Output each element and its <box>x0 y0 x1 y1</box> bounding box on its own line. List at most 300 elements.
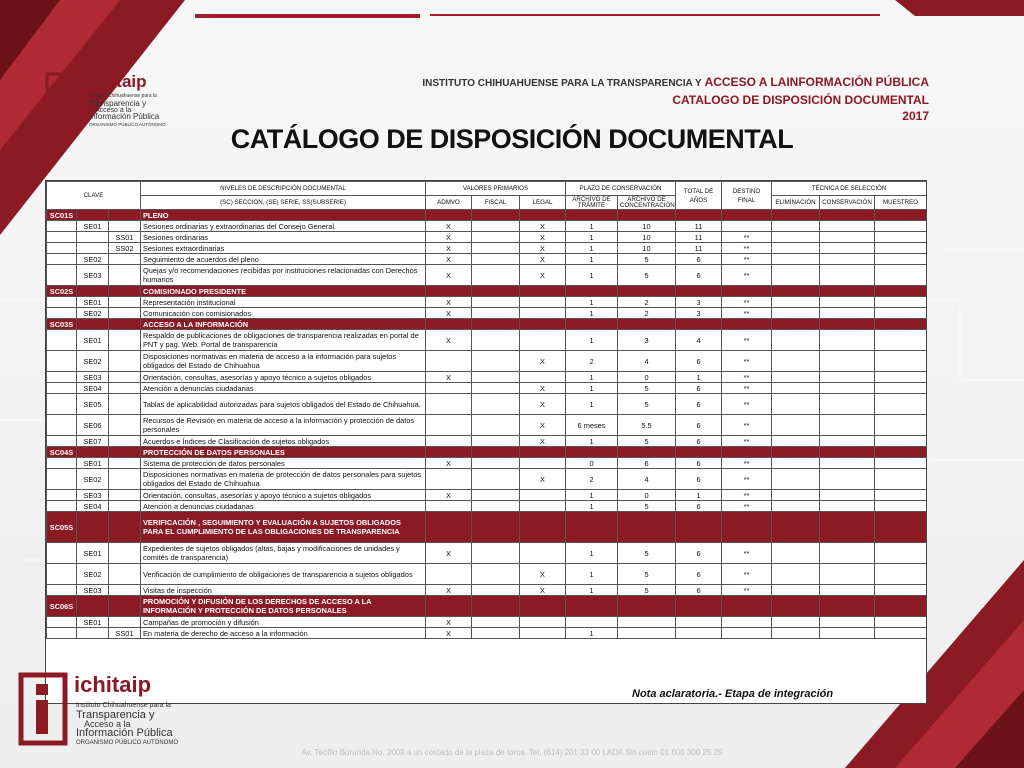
cell-cs <box>820 383 875 394</box>
cell-c2: SE02 <box>77 564 109 585</box>
cell-c1 <box>47 458 77 469</box>
cell-f <box>472 564 520 585</box>
cell-cs <box>820 319 875 330</box>
cell-to: 11 <box>676 243 722 254</box>
cell-a: X <box>426 308 472 319</box>
cell-tr: 0 <box>566 458 618 469</box>
table-row <box>47 254 927 265</box>
cell-l: X <box>520 564 566 585</box>
cell-tr: 1 <box>566 297 618 308</box>
table-row <box>47 330 927 351</box>
cell-to: 6 <box>676 265 722 286</box>
cell-cs <box>820 243 875 254</box>
cell-c2: SE03 <box>77 490 109 501</box>
cell-c2: SE02 <box>77 308 109 319</box>
cell-co <box>618 596 676 617</box>
cell-cs <box>820 232 875 243</box>
cell-a: X <box>426 221 472 232</box>
cell-c1 <box>47 543 77 564</box>
cell-d: Disposiciones normativas en materia de acceso a la información para sujetos obligados del Estado de Chihuahua <box>141 351 426 372</box>
cell-a: X <box>426 543 472 564</box>
cell-c3 <box>109 501 141 512</box>
cell-d: Sistema de protección de datos personales <box>141 458 426 469</box>
cell-c3: SS01 <box>109 232 141 243</box>
cell-tr <box>566 286 618 297</box>
cell-cs <box>820 469 875 490</box>
section-row <box>47 596 927 617</box>
cell-c2: SE02 <box>77 469 109 490</box>
top-accent-line <box>195 14 420 18</box>
cell-e <box>772 265 820 286</box>
cell-d: Acuerdos e Índices de Clasificación de sujetos obligados <box>141 436 426 447</box>
cell-df: ** <box>722 501 772 512</box>
cell-df: ** <box>722 372 772 383</box>
cell-f <box>472 254 520 265</box>
cell-co: 5 <box>618 585 676 596</box>
cell-cs <box>820 415 875 436</box>
cell-a <box>426 447 472 458</box>
cell-df: ** <box>722 383 772 394</box>
cell-co <box>618 512 676 543</box>
cell-d: PLENO <box>141 210 426 221</box>
table-row <box>47 351 927 372</box>
cell-e <box>772 221 820 232</box>
logo-top <box>45 72 175 132</box>
cell-m <box>875 436 927 447</box>
cell-to <box>676 596 722 617</box>
cell-c1 <box>47 383 77 394</box>
cell-m <box>875 308 927 319</box>
cell-a <box>426 210 472 221</box>
cell-c2: SE03 <box>77 265 109 286</box>
logo-line-1: Instituto Chihuahuense para la <box>76 702 171 709</box>
cell-co: 6 <box>618 458 676 469</box>
cell-m <box>875 596 927 617</box>
top-accent-line-thin <box>430 14 880 16</box>
cell-f <box>472 447 520 458</box>
cell-d: COMISIONADO PRESIDENTE <box>141 286 426 297</box>
cell-to: 6 <box>676 585 722 596</box>
cell-co <box>618 286 676 297</box>
cell-l <box>520 543 566 564</box>
cell-to: 11 <box>676 221 722 232</box>
cell-a <box>426 351 472 372</box>
cell-d: Orientación, consultas, asesorías y apoyo técnico a sujetos obligados <box>141 372 426 383</box>
cell-l: X <box>520 436 566 447</box>
cell-tr: 1 <box>566 564 618 585</box>
cell-d: Sesiones ordinarias y extraordinarias del Consejo General. <box>141 221 426 232</box>
cell-c1 <box>47 501 77 512</box>
cell-tr: 2 <box>566 469 618 490</box>
cell-co: 5.5 <box>618 415 676 436</box>
cell-d: Expedientes de sujetos obligados (altas, bajas y modificaciones de unidades y comités de transparencia) <box>141 543 426 564</box>
cell-a <box>426 415 472 436</box>
cell-co: 5 <box>618 436 676 447</box>
cell-e <box>772 286 820 297</box>
cell-df: ** <box>722 351 772 372</box>
cell-e <box>772 512 820 543</box>
table-row <box>47 232 927 243</box>
cell-l: X <box>520 232 566 243</box>
cell-f <box>472 383 520 394</box>
table-row <box>47 585 927 596</box>
cell-to: 1 <box>676 372 722 383</box>
cell-d: Atención a denuncias ciudadanas <box>141 501 426 512</box>
cell-c3 <box>109 394 141 415</box>
cell-l <box>520 319 566 330</box>
cell-f <box>472 265 520 286</box>
cell-df: ** <box>722 585 772 596</box>
cell-l <box>520 286 566 297</box>
cell-d: Visitas de inspección <box>141 585 426 596</box>
cell-c1: SC06S <box>47 596 77 617</box>
cell-l <box>520 210 566 221</box>
cell-c1 <box>47 232 77 243</box>
cell-df: ** <box>722 394 772 415</box>
cell-a <box>426 469 472 490</box>
section-row <box>47 512 927 543</box>
cell-c1: SC01S <box>47 210 77 221</box>
cell-e <box>772 254 820 265</box>
cell-df: ** <box>722 330 772 351</box>
logo-line-1: Instituto Chihuahuense para la <box>89 93 157 99</box>
cell-e <box>772 319 820 330</box>
cell-c1 <box>47 490 77 501</box>
cell-l: X <box>520 383 566 394</box>
cell-l: X <box>520 415 566 436</box>
cell-tr: 1 <box>566 394 618 415</box>
cell-a <box>426 394 472 415</box>
cell-c2: SE06 <box>77 415 109 436</box>
cell-to: 6 <box>676 436 722 447</box>
cell-c3 <box>109 490 141 501</box>
cell-c1 <box>47 372 77 383</box>
cell-a <box>426 319 472 330</box>
cell-l <box>520 596 566 617</box>
cell-a: X <box>426 617 472 628</box>
cell-tr: 1 <box>566 308 618 319</box>
cell-a <box>426 596 472 617</box>
cell-c2: SE05 <box>77 394 109 415</box>
logo-line-4: Información Pública <box>89 112 160 121</box>
cell-cs <box>820 447 875 458</box>
cell-to: 1 <box>676 490 722 501</box>
cell-c3 <box>109 447 141 458</box>
header-eliminacion: ELIMINACIÓN <box>772 196 820 210</box>
cell-c1: SC05S <box>47 512 77 543</box>
header-legal: LEGAL <box>520 196 566 210</box>
cell-l <box>520 628 566 639</box>
cell-cs <box>820 617 875 628</box>
cell-a: X <box>426 585 472 596</box>
cell-df <box>722 447 772 458</box>
cell-cs <box>820 458 875 469</box>
cell-d: ACCESO A LA INFORMACIÓN <box>141 319 426 330</box>
cell-a: X <box>426 232 472 243</box>
cell-l: X <box>520 585 566 596</box>
cell-df <box>722 319 772 330</box>
cell-l <box>520 501 566 512</box>
cell-cs <box>820 254 875 265</box>
cell-co: 2 <box>618 308 676 319</box>
cell-tr: 1 <box>566 243 618 254</box>
cell-c1 <box>47 243 77 254</box>
section-row <box>47 447 927 458</box>
cell-df <box>722 628 772 639</box>
cell-l: X <box>520 243 566 254</box>
cell-m <box>875 617 927 628</box>
header-admvo: ADMVO <box>426 196 472 210</box>
cell-e <box>772 415 820 436</box>
cell-c1 <box>47 469 77 490</box>
cell-c3 <box>109 221 141 232</box>
cell-a: X <box>426 254 472 265</box>
cell-m <box>875 490 927 501</box>
cell-c2: SE01 <box>77 458 109 469</box>
cell-c3 <box>109 512 141 543</box>
cell-a: X <box>426 265 472 286</box>
logo-line-3: Acceso a la <box>95 107 132 114</box>
cell-c1 <box>47 254 77 265</box>
cell-a <box>426 383 472 394</box>
cell-m <box>875 447 927 458</box>
cell-co: 5 <box>618 394 676 415</box>
cell-cs <box>820 564 875 585</box>
cell-m <box>875 286 927 297</box>
cell-e <box>772 330 820 351</box>
cell-e <box>772 469 820 490</box>
cell-co: 2 <box>618 297 676 308</box>
cell-f <box>472 286 520 297</box>
cell-c2: SE01 <box>77 330 109 351</box>
table-row <box>47 265 927 286</box>
cell-d: En materia de derecho de acceso a la información <box>141 628 426 639</box>
cell-m <box>875 372 927 383</box>
cell-d: Seguimiento de acuerdos del pleno <box>141 254 426 265</box>
cell-d: Campañas de promoción y difusión <box>141 617 426 628</box>
cell-e <box>772 297 820 308</box>
cell-f <box>472 297 520 308</box>
cell-e <box>772 543 820 564</box>
cell-l <box>520 297 566 308</box>
cell-m <box>875 469 927 490</box>
cell-e <box>772 308 820 319</box>
cell-l: X <box>520 221 566 232</box>
cell-e <box>772 394 820 415</box>
cell-e <box>772 585 820 596</box>
cell-cs <box>820 596 875 617</box>
cell-l <box>520 512 566 543</box>
cell-e <box>772 436 820 447</box>
cell-c3 <box>109 564 141 585</box>
table-row <box>47 543 927 564</box>
cell-e <box>772 232 820 243</box>
cell-tr: 1 <box>566 221 618 232</box>
cell-tr <box>566 596 618 617</box>
cell-a <box>426 564 472 585</box>
cell-to: 4 <box>676 330 722 351</box>
cell-f <box>472 372 520 383</box>
cell-cs <box>820 628 875 639</box>
cell-to <box>676 512 722 543</box>
cell-c1 <box>47 617 77 628</box>
cell-cs <box>820 297 875 308</box>
cell-f <box>472 596 520 617</box>
header-niveles: NIVELES DE DESCRIPCIÓN DOCUMENTAL <box>141 182 426 196</box>
table-row <box>47 221 927 232</box>
cell-m <box>875 543 927 564</box>
cell-e <box>772 564 820 585</box>
cell-tr <box>566 512 618 543</box>
cell-m <box>875 458 927 469</box>
header-fiscal: FISCAL <box>472 196 520 210</box>
cell-m <box>875 221 927 232</box>
cell-c2: SE02 <box>77 254 109 265</box>
cell-co <box>618 617 676 628</box>
cell-a <box>426 436 472 447</box>
cell-c3 <box>109 543 141 564</box>
cell-d: Sesiones extraordinarias <box>141 243 426 254</box>
cell-a: X <box>426 297 472 308</box>
logo-mark-icon <box>45 72 85 128</box>
cell-tr: 6 meses <box>566 415 618 436</box>
logo-name: ichitaip <box>74 672 152 697</box>
table-row <box>47 415 927 436</box>
cell-e <box>772 383 820 394</box>
catalog-table <box>46 181 927 639</box>
cell-df: ** <box>722 458 772 469</box>
cell-df: ** <box>722 469 772 490</box>
cell-f <box>472 490 520 501</box>
cell-e <box>772 458 820 469</box>
table-row <box>47 490 927 501</box>
cell-e <box>772 617 820 628</box>
cell-c3 <box>109 351 141 372</box>
table-row <box>47 469 927 490</box>
cell-c3 <box>109 308 141 319</box>
cell-d: Sesiones ordinarias <box>141 232 426 243</box>
cell-cs <box>820 501 875 512</box>
cell-c1 <box>47 265 77 286</box>
institution-header <box>422 74 929 124</box>
cell-c1 <box>47 297 77 308</box>
cell-c2: SE03 <box>77 585 109 596</box>
cell-c1 <box>47 585 77 596</box>
cell-m <box>875 319 927 330</box>
cell-e <box>772 447 820 458</box>
cell-c2 <box>77 243 109 254</box>
cell-to: 3 <box>676 297 722 308</box>
cell-e <box>772 628 820 639</box>
cell-to: 6 <box>676 543 722 564</box>
cell-c1 <box>47 221 77 232</box>
cell-co: 10 <box>618 221 676 232</box>
cell-f <box>472 210 520 221</box>
header-total: TOTAL DE AÑOS <box>676 182 722 210</box>
cell-c3 <box>109 372 141 383</box>
cell-tr: 1 <box>566 372 618 383</box>
cell-f <box>472 628 520 639</box>
cell-m <box>875 394 927 415</box>
cell-l: X <box>520 394 566 415</box>
logo-line-5: ORGANISMO PÚBLICO AUTÓNOMO <box>89 122 166 127</box>
cell-df: ** <box>722 308 772 319</box>
cell-tr: 1 <box>566 232 618 243</box>
cell-tr: 1 <box>566 628 618 639</box>
cell-cs <box>820 372 875 383</box>
cell-cs <box>820 221 875 232</box>
cell-l <box>520 458 566 469</box>
cell-c2: SE04 <box>77 501 109 512</box>
table-row <box>47 564 927 585</box>
cell-d: Quejas y/o recomendaciones recibidas por instituciones relacionadas con Derechos humanos <box>141 265 426 286</box>
cell-e <box>772 501 820 512</box>
cell-cs <box>820 512 875 543</box>
cell-c3: SS01 <box>109 628 141 639</box>
cell-e <box>772 210 820 221</box>
cell-e <box>772 490 820 501</box>
cell-tr <box>566 617 618 628</box>
cell-co: 10 <box>618 243 676 254</box>
cell-c2 <box>77 512 109 543</box>
cell-co: 10 <box>618 232 676 243</box>
cell-tr: 1 <box>566 543 618 564</box>
cell-df <box>722 512 772 543</box>
header-line-2: CATALOGO DE DISPOSICIÓN DOCUMENTAL <box>672 93 929 107</box>
logo-line-2: Transparencia y <box>76 709 155 721</box>
cell-m <box>875 232 927 243</box>
cell-to: 6 <box>676 383 722 394</box>
cell-cs <box>820 585 875 596</box>
cell-to: 6 <box>676 415 722 436</box>
cell-to: 6 <box>676 351 722 372</box>
cell-df <box>722 596 772 617</box>
cell-d: Atención a denuncias ciudadanas <box>141 383 426 394</box>
cell-c3 <box>109 319 141 330</box>
cell-m <box>875 254 927 265</box>
cell-d: Representación institucional <box>141 297 426 308</box>
cell-f <box>472 543 520 564</box>
cell-d: PROTECCIÓN DE DATOS PERSONALES <box>141 447 426 458</box>
cell-co: 5 <box>618 564 676 585</box>
cell-c3 <box>109 469 141 490</box>
cell-a <box>426 501 472 512</box>
cell-c2 <box>77 319 109 330</box>
cell-df: ** <box>722 436 772 447</box>
cell-tr: 1 <box>566 383 618 394</box>
cell-a: X <box>426 243 472 254</box>
cell-f <box>472 469 520 490</box>
cell-to: 3 <box>676 308 722 319</box>
cell-m <box>875 297 927 308</box>
cell-co <box>618 210 676 221</box>
cell-co: 5 <box>618 254 676 265</box>
cell-co: 5 <box>618 543 676 564</box>
cell-c2: SE04 <box>77 383 109 394</box>
cell-e <box>772 243 820 254</box>
footnote: Nota aclaratoria.- Etapa de integración <box>632 688 834 700</box>
cell-c2: SE03 <box>77 372 109 383</box>
cell-l: X <box>520 265 566 286</box>
cell-to: 6 <box>676 254 722 265</box>
cell-c1 <box>47 351 77 372</box>
cell-c2: SE01 <box>77 543 109 564</box>
cell-f <box>472 617 520 628</box>
logo-line-5: ORGANISMO PÚBLICO AUTÓNOMO <box>76 740 179 746</box>
table-row <box>47 436 927 447</box>
cell-cs <box>820 308 875 319</box>
table-row <box>47 617 927 628</box>
